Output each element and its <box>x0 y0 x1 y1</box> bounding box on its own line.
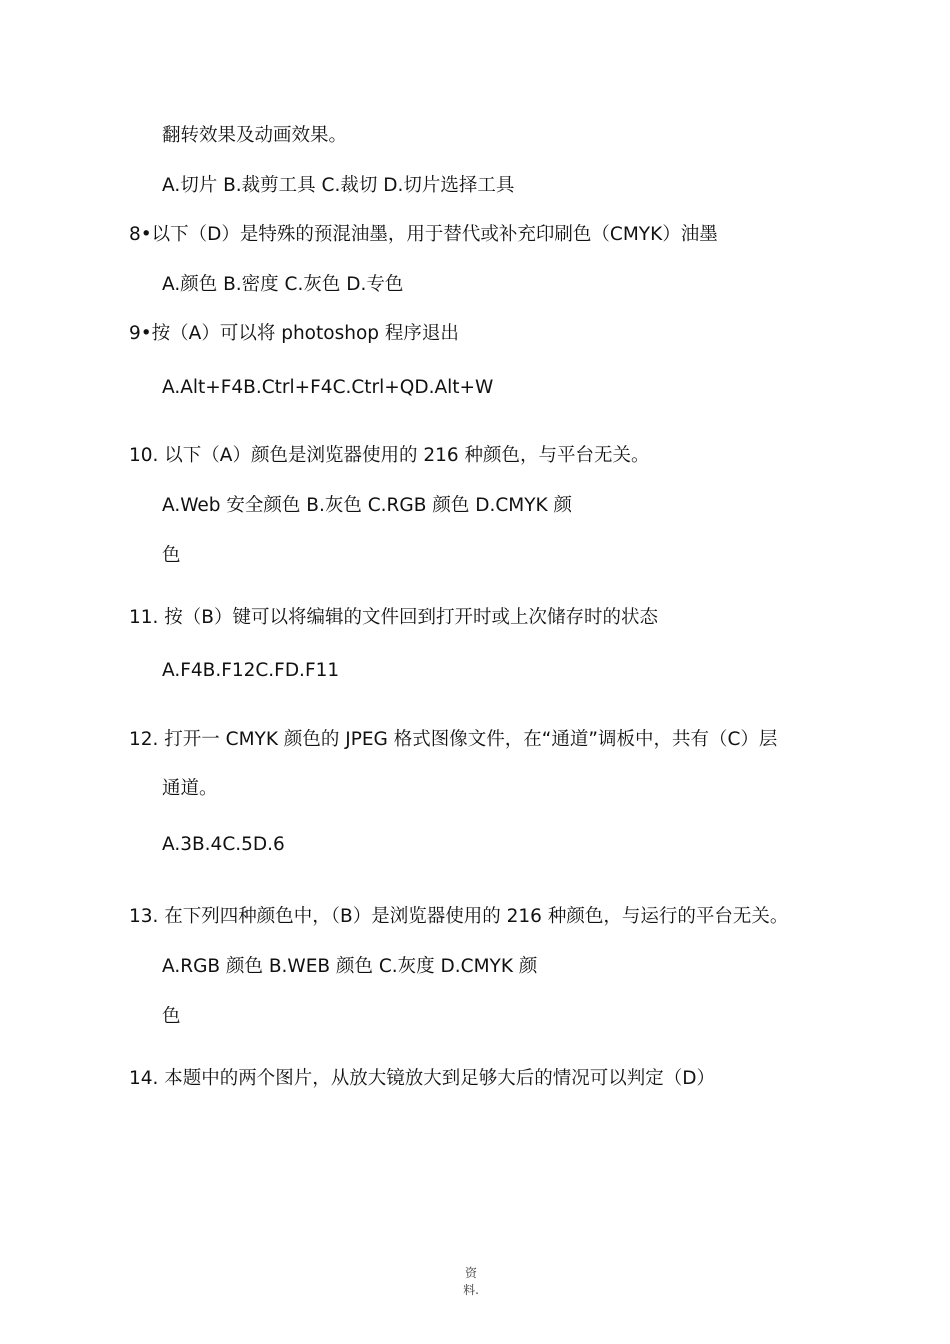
question-14: 14. 本题中的两个图片，从放大镜放大到足够大后的情况可以判定（D） <box>129 1068 716 1089</box>
options-q13-continued: 色 <box>162 1006 181 1027</box>
continuation-line: 翻转效果及动画效果。 <box>162 125 348 146</box>
options-q12: A.3B.4C.5D.6 <box>162 834 285 855</box>
options-q7: A.切片 B.裁剪工具 C.裁切 D.切片选择工具 <box>162 175 515 196</box>
question-8: 8•以下（D）是特殊的预混油墨，用于替代或补充印刷色（CMYK）油墨 <box>129 224 718 245</box>
options-q11: A.F4B.F12C.FD.F11 <box>162 660 340 681</box>
question-12-continued: 通道。 <box>162 778 218 799</box>
question-10: 10. 以下（A）颜色是浏览器使用的 216 种颜色，与平台无关。 <box>129 445 650 466</box>
options-q10: A.Web 安全颜色 B.灰色 C.RGB 颜色 D.CMYK 颜 <box>162 495 573 516</box>
question-12: 12. 打开一 CMYK 颜色的 JPEG 格式图像文件，在“通道”调板中，共有（C）层 <box>129 729 778 750</box>
question-13: 13. 在下列四种颜色中，（B）是浏览器使用的 216 种颜色，与运行的平台无关。 <box>129 906 789 927</box>
question-11: 11. 按（B）键可以将编辑的文件回到打开时或上次储存时的状态 <box>129 607 658 628</box>
options-q13: A.RGB 颜色 B.WEB 颜色 C.灰度 D.CMYK 颜 <box>162 956 538 977</box>
question-9: 9•按（A）可以将 photoshop 程序退出 <box>129 323 459 344</box>
options-q8: A.颜色 B.密度 C.灰色 D.专色 <box>162 274 404 295</box>
footer-line-2: 料. <box>463 1283 479 1297</box>
options-q10-continued: 色 <box>162 545 181 566</box>
options-q9: A.Alt+F4B.Ctrl+F4C.Ctrl+QD.Alt+W <box>162 377 494 398</box>
footer-line-1: 资 <box>464 1266 477 1280</box>
